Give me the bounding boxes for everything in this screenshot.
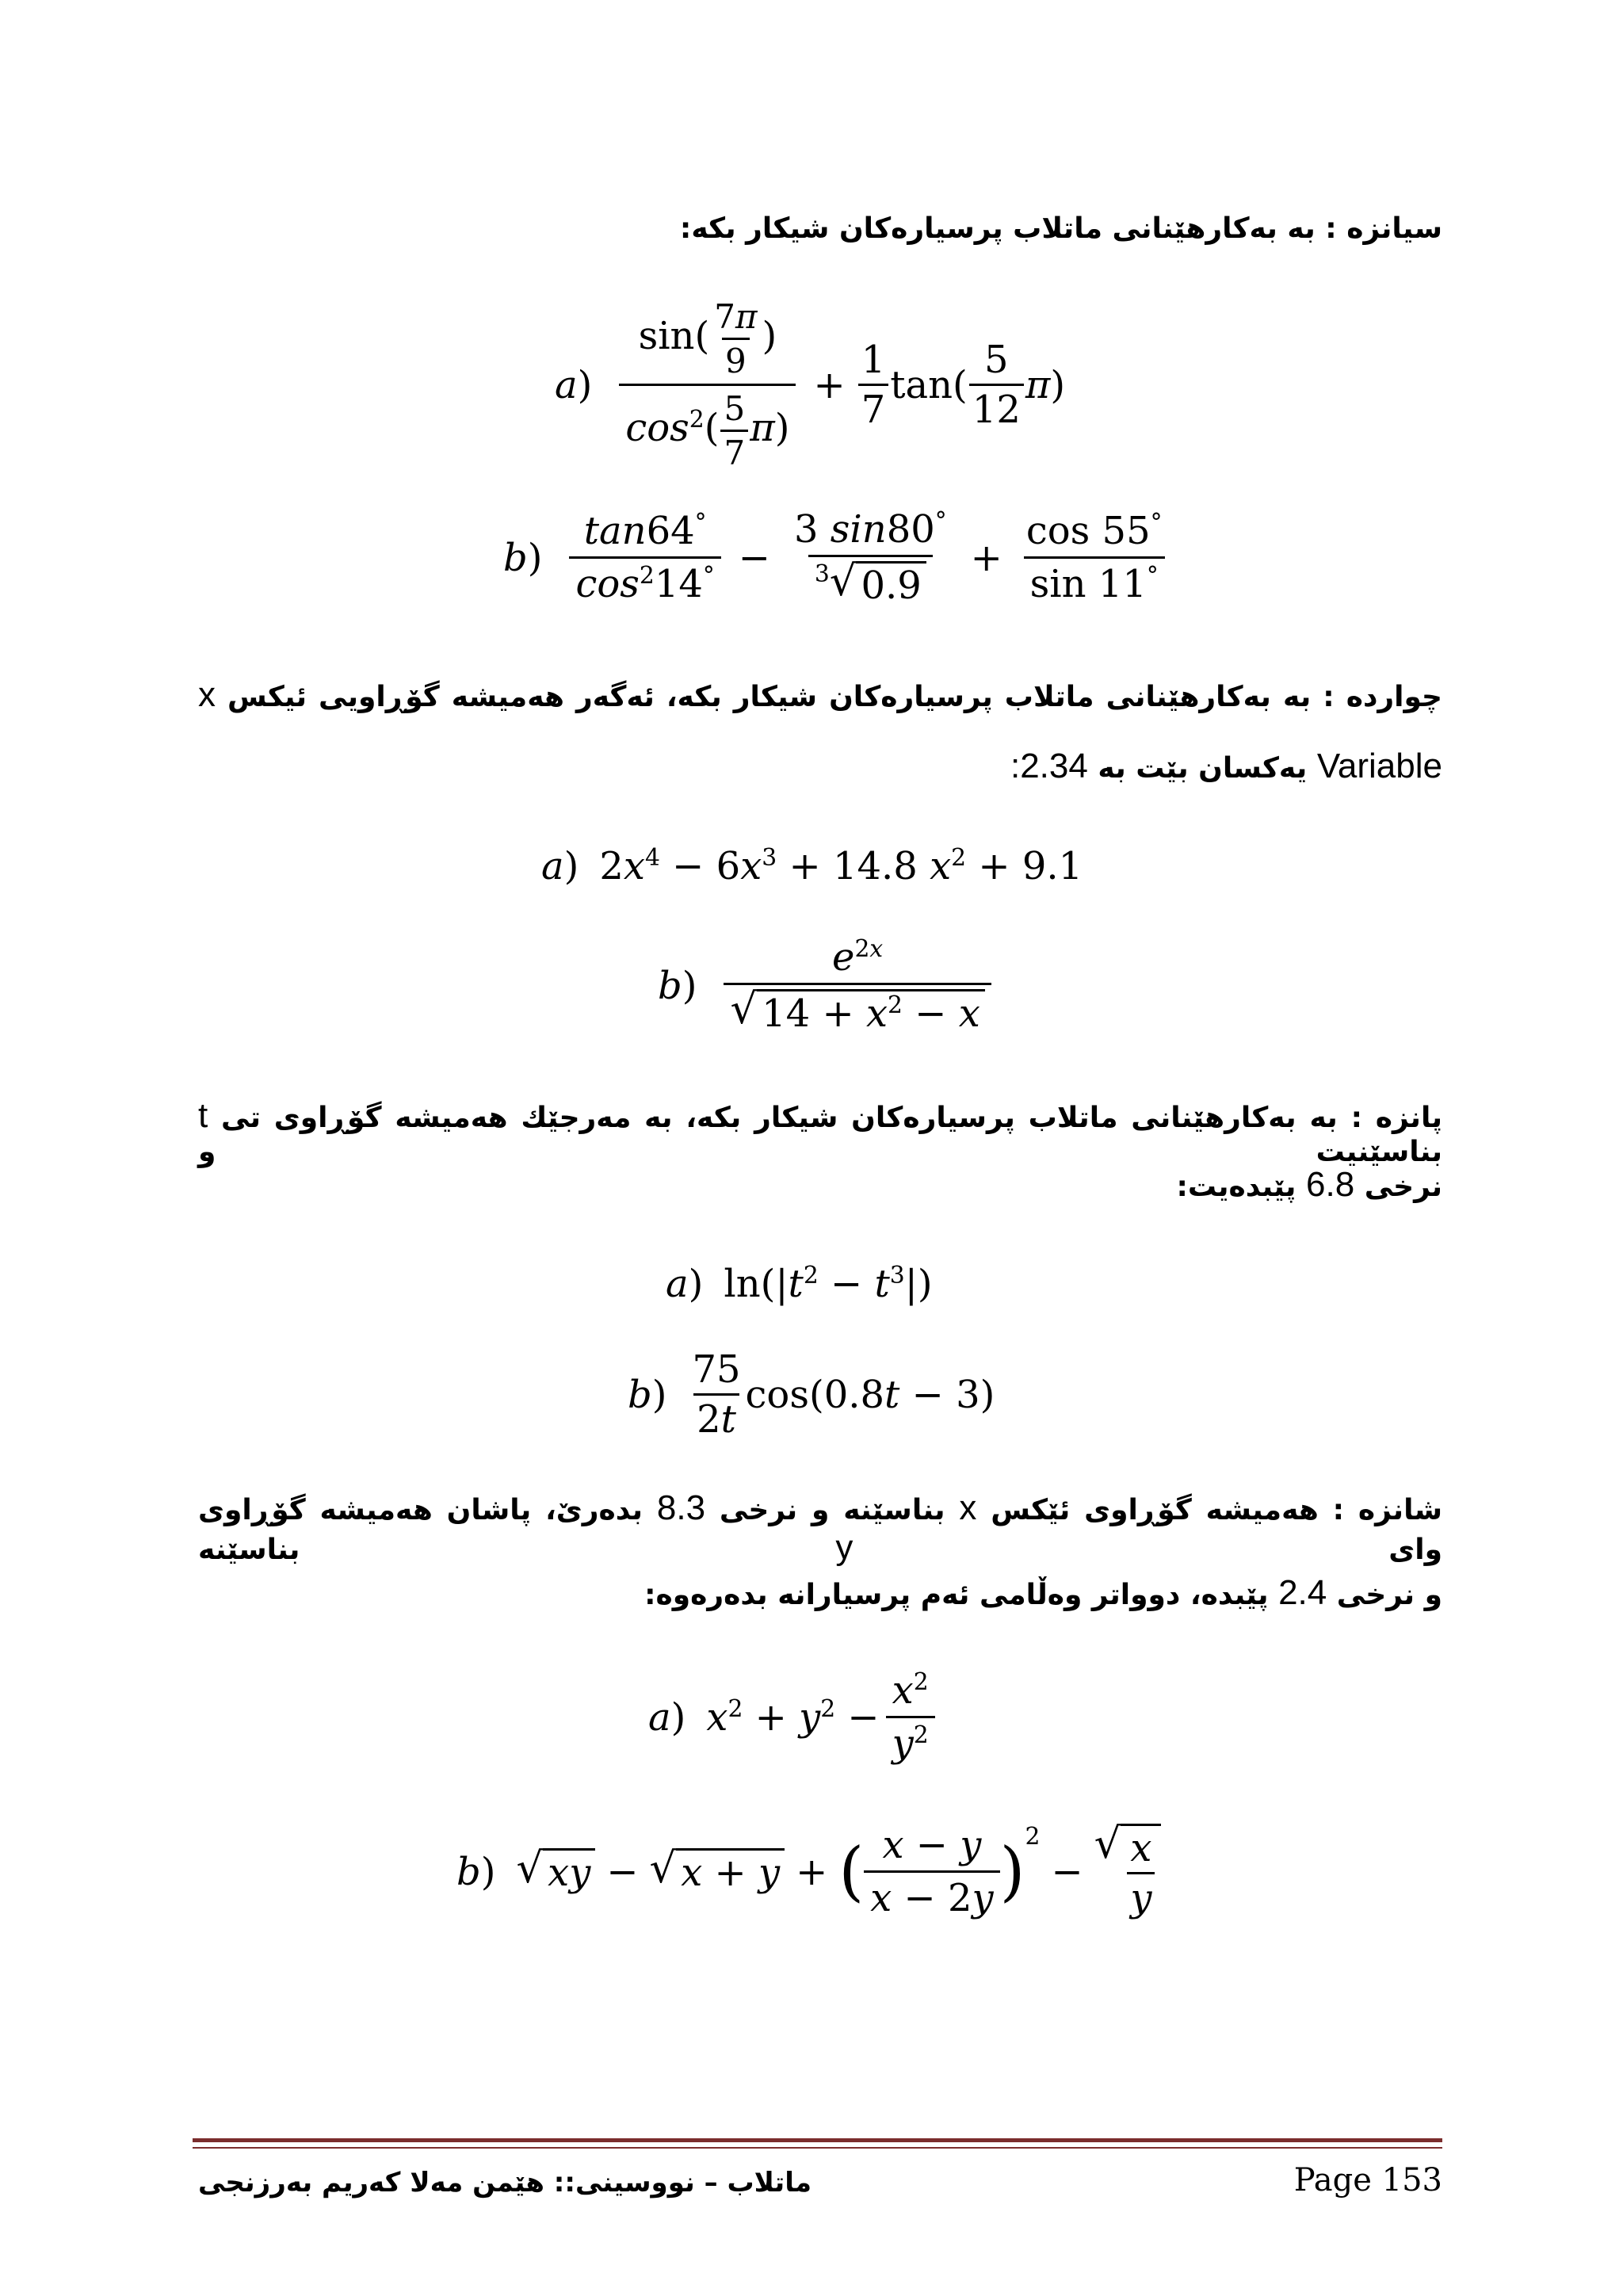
q15-equation-a: a) $\ln(|t^2 - t^3|)$ <box>666 1262 933 1306</box>
q16-equation-a: a) $x^2 + y^2$ − $\frac{x^2}{y^2}$ <box>648 1668 941 1766</box>
q14-equation-b: b) $e^{2x}$ √ $14 + x^2 - x$ <box>658 935 998 1036</box>
footer-rule-thin <box>193 2147 1442 2149</box>
q13-equation-a: a) sin( $\frac{7\pi}{9}$ ) $\cos^2$( $\frac{5}{7}$ π) + $\frac{1}{7}$ tan( $\frac{5}{12}$ π) <box>555 297 1066 472</box>
footer-credit: ماتلاب – نووسینی:: هێمن مەلا کەریم بەرزنجی <box>198 2167 812 2199</box>
q16-line1: شانزە : هەمیشە گۆڕاوی ئێکس x بناسێنە و نرخی 8.3 بدەرێ، پاشان هەمیشە گۆڕاوی وای y بناسێنە <box>198 1488 1442 1567</box>
q15-line2: نرخی 6.8 پێبدەیت: <box>1176 1165 1442 1204</box>
q15-equation-b: b) $\frac{75}{2t}$ cos(0.8t − 3) <box>628 1347 995 1442</box>
fraction: sin( $\frac{7\pi}{9}$ ) $\cos^2$( $\frac{5}{7}$ π) <box>619 297 796 472</box>
q13-equation-b: b) $\frac{\tan 64^\circ}{\cos^214^\circ}$ − 3 sin80° $^3$ √ 0.9 + $\frac{\cos 55^\circ}{\sin 11^\circ}$ <box>503 507 1175 608</box>
label-a: a) <box>555 362 593 407</box>
page-number: Page 153 <box>1293 2162 1442 2199</box>
q14-line2: Variable یەکسان بێت بە 2.34: <box>1010 747 1442 785</box>
q16-equation-b: b) √ xy − √ x + y + ( $\frac{x - y}{x - 2y}$ ) $^2$ − √ $\frac{x}{y}$ <box>456 1823 1161 1920</box>
q16-line2: و نرخی 2.4 پێبدە، دوواتر وەڵامی ئەم پرسیارانە بدەرەوە: <box>644 1573 1442 1612</box>
footer-rule <box>193 2138 1442 2142</box>
q14-equation-a: a) $2x^4 - 6x^3 + 14.8$ $x^2 + 9.1$ <box>541 844 1083 888</box>
q13-heading: سیانزە : بە بەکارهێنانی ماتلاب پرسیارەکان شیکار بکە: <box>679 212 1442 245</box>
q14-line1: چواردە : بە بەکارهێنانی ماتلاب پرسیارەکان شیکار بکە، ئەگەر هەمیشە گۆڕاویی ئیکس x <box>198 675 1442 714</box>
q15-line1: پانزە : بە بەکارهێنانی ماتلاب پرسیارەکان شیکار بکە، بە مەرجێك هەمیشە گۆڕاوی تی t بناسێنیت و <box>198 1096 1442 1168</box>
